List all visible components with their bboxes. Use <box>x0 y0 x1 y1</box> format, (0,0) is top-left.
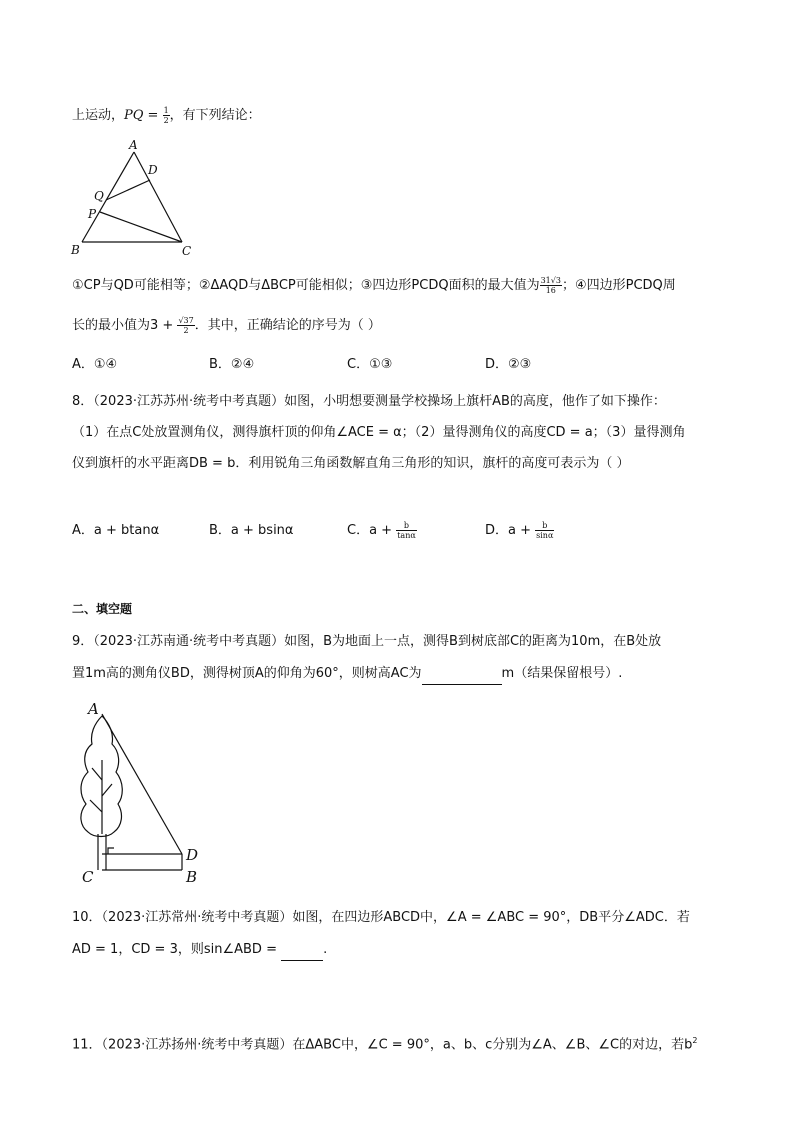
q10-answer-blank[interactable] <box>281 940 323 961</box>
q9-label-c: C <box>82 868 94 886</box>
q7-label-p: P <box>88 207 97 221</box>
tree-branch-1 <box>92 768 102 780</box>
q10-line2-text: AD = 1，CD = 3，则sin∠ABD = <box>72 942 282 957</box>
q8-line2: （1）在点C处放置测角仪，测得旗杆顶的仰角∠ACE = α；（2）量得测角仪的高度CD = a；（3）量得测角 <box>72 425 686 440</box>
q8-option-d-fraction <box>535 521 554 540</box>
q7-pq-fraction <box>163 106 170 125</box>
q9-label-a: A <box>88 700 99 718</box>
q9-line2-unit: m（结果保留根号）. <box>501 666 623 681</box>
tree-branch-2 <box>102 784 112 796</box>
q8-option-c-den: tanα <box>397 531 416 540</box>
q7-pq-expr: PQ = <box>124 108 163 123</box>
q7-pq-den: 2 <box>163 116 169 125</box>
q7-option-d[interactable]: D．②③ <box>485 357 532 372</box>
q7-statements-line1 <box>72 276 676 296</box>
q10-line2-end: . <box>323 942 328 957</box>
q9-line2-text: 置1m高的测角仪BD，测得树顶A的仰角为60°，则树高AC为 <box>72 666 422 681</box>
q7-side-ac <box>134 152 182 242</box>
q8-line3: 仪到旗杆的水平距离DB = b．利用锐角三角函数解直角三角形的知识，旗杆的高度可表示为（ ） <box>72 456 630 471</box>
q7-intro-text: 上运动， <box>72 108 125 123</box>
q9-label-b: B <box>186 868 198 886</box>
q7-option-c[interactable]: C．①③ <box>347 357 393 372</box>
q10-line2 <box>72 940 327 961</box>
q9-label-d: D <box>186 846 199 864</box>
q8-option-d-text: D．a + <box>485 523 536 538</box>
q7-area-den: 16 <box>545 286 556 295</box>
q8-option-c[interactable] <box>347 521 417 541</box>
q7-label-q: Q <box>94 189 104 203</box>
q8-option-c-num: b <box>396 521 417 531</box>
q9-line2 <box>72 664 622 685</box>
q8-option-c-fraction <box>396 521 417 540</box>
q7-perimeter-fraction <box>177 316 194 335</box>
q7-statements2-text-a: 长的最小值为3 + <box>72 318 178 333</box>
q9-tree-figure <box>74 700 214 888</box>
q7-pq-num: 1 <box>163 106 169 115</box>
q7-area-num: 31√3 <box>540 276 561 285</box>
q7-intro-tail: ，有下列结论： <box>169 108 261 123</box>
q9-right-angle-mark <box>108 848 114 854</box>
q11-line1-text: 11．（2023·江苏扬州·统考中考真题）在ΔABC中，∠C = 90°，a、b、c分别为∠A、∠B、∠C的对边，若b <box>72 1037 693 1053</box>
q8-option-d-den: sinα <box>536 531 554 540</box>
q7-label-a: A <box>129 138 138 152</box>
q7-label-d: D <box>148 163 158 177</box>
q7-statements-text-b: ；④四边形PCDQ周 <box>561 278 676 293</box>
section-fill-in-blank-heading: 二、填空题 <box>72 602 133 616</box>
tree-branch-3 <box>90 800 102 812</box>
q7-segment-pc <box>100 212 182 242</box>
q9-answer-blank[interactable] <box>422 664 502 685</box>
q7-label-c: C <box>182 244 192 258</box>
q7-statements-line2 <box>72 316 381 336</box>
q8-option-a[interactable]: A．a + btanα <box>72 523 160 538</box>
q8-option-d-num: b <box>535 521 554 531</box>
q8-option-d[interactable] <box>485 521 554 541</box>
q7-side-ab <box>82 152 134 242</box>
q7-area-fraction <box>540 276 562 295</box>
q8-option-c-text: C．a + <box>347 523 397 538</box>
q7-option-b[interactable]: B．②④ <box>209 357 255 372</box>
q7-intro-line <box>72 106 261 126</box>
q11-line1 <box>72 1031 697 1055</box>
q7-triangle-figure <box>66 138 206 262</box>
q7-label-b: B <box>71 243 80 257</box>
q7-statements2-text-b: ．其中，正确结论的序号为（ ） <box>194 318 381 333</box>
q7-perimeter-den: 2 <box>183 326 189 335</box>
q11-superscript: 2 <box>692 1036 698 1045</box>
q7-perimeter-num: √37 <box>178 316 194 325</box>
q8-line1: 8．（2023·江苏苏州·统考中考真题）如图，小明想要测量学校操场上旗杆AB的高度，他作了如下操作： <box>72 394 666 409</box>
q9-sight-line-ad <box>102 714 182 854</box>
q10-line1: 10．（2023·江苏常州·统考中考真题）如图，在四边形ABCD中，∠A = ∠ABC = 90°，DB平分∠ADC．若 <box>72 910 690 925</box>
q7-statements-text-a: ①CP与QD可能相等；②ΔAQD与ΔBCP可能相似；③四边形PCDQ面积的最大值为 <box>72 278 540 293</box>
q8-option-b[interactable]: B．a + bsinα <box>209 523 294 538</box>
q9-line1: 9．（2023·江苏南通·统考中考真题）如图，B为地面上一点，测得B到树底部C的距离为10m，在B处放 <box>72 634 662 649</box>
q7-option-a[interactable]: A．①④ <box>72 357 118 372</box>
